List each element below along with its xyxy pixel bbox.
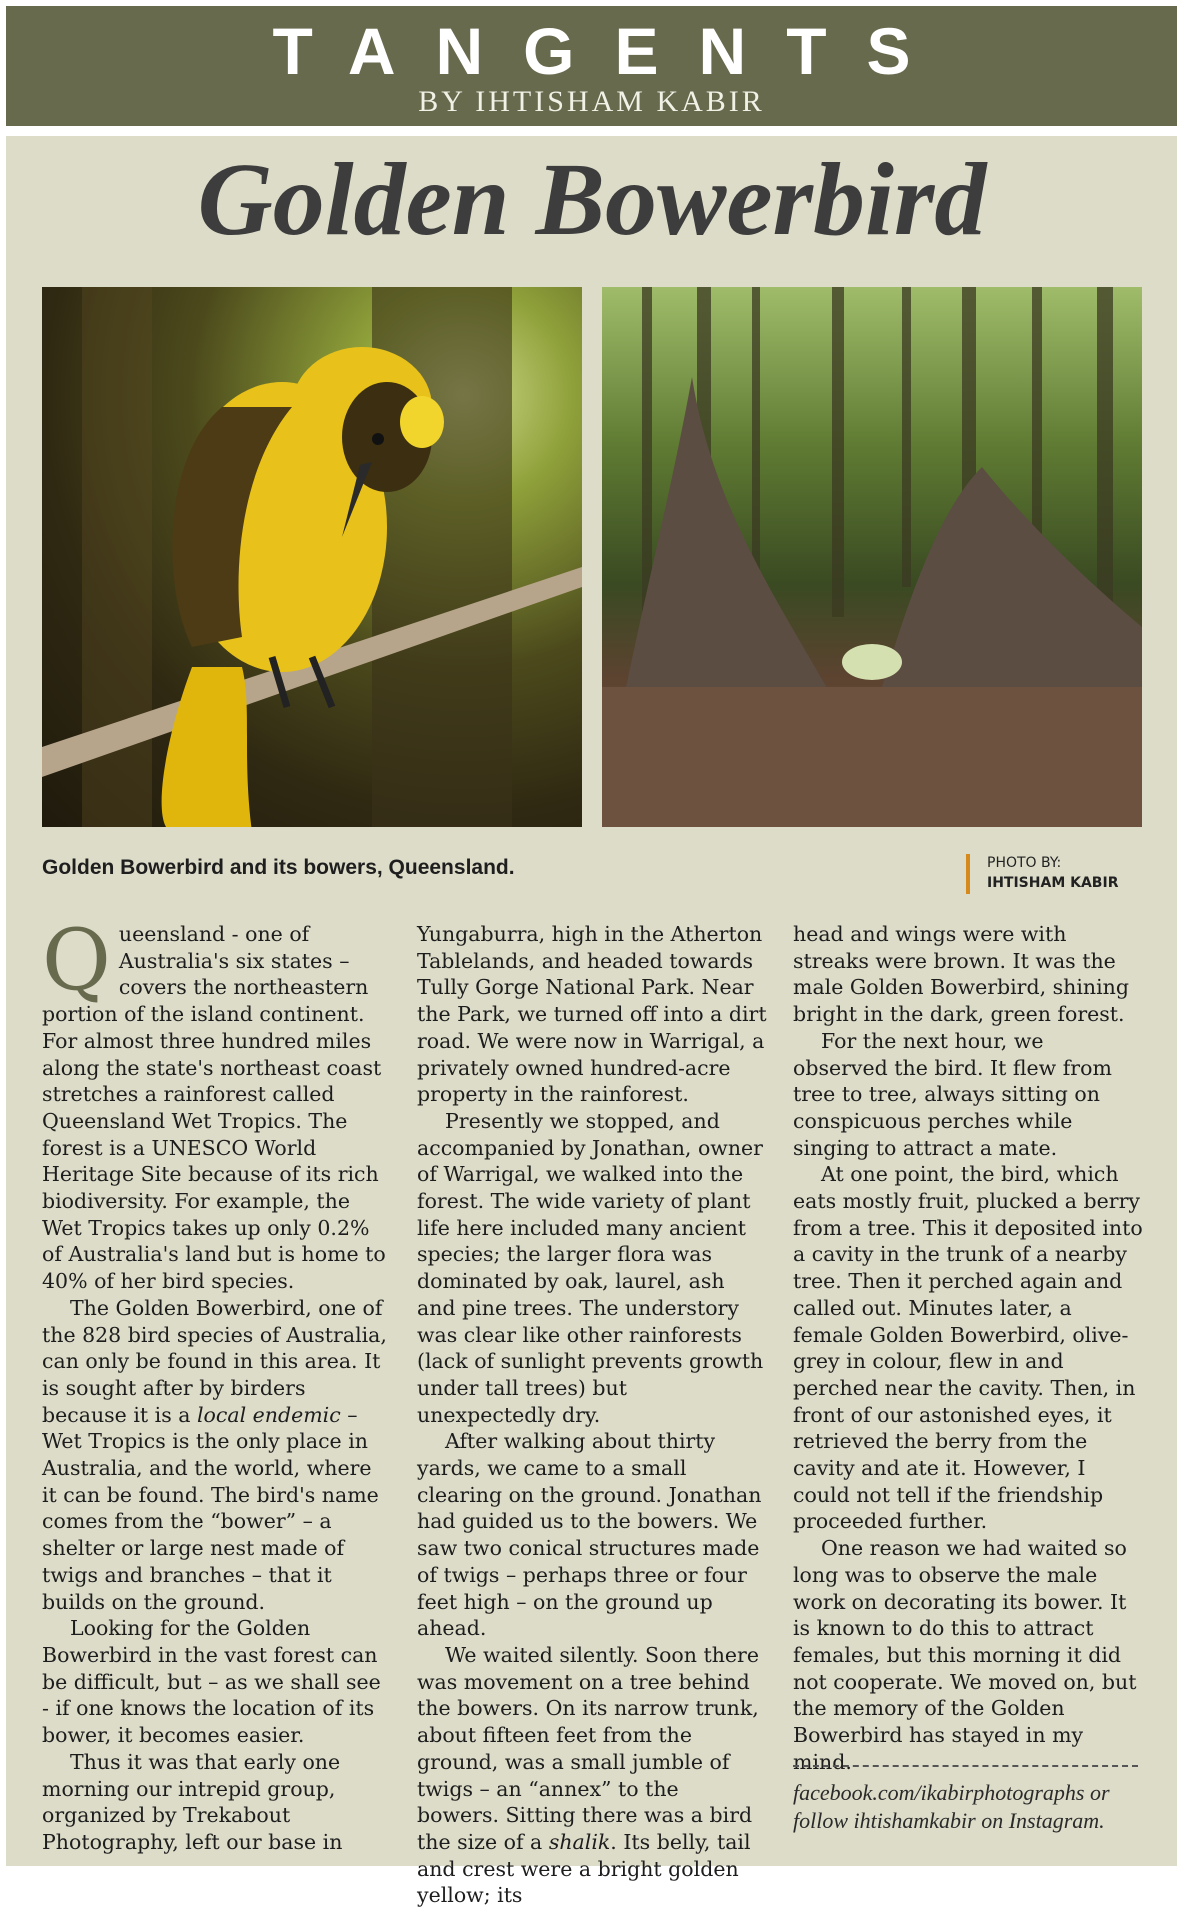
paragraph-text: . Its belly, tail and crest were a bright golden yellow; its xyxy=(417,1829,751,1908)
paragraph-text: The Golden Bowerbird, one of the 828 bird species of Australia, can only be found in this area. It is sought after by birders because it is a xyxy=(42,1295,387,1427)
emphasis-text: shalik xyxy=(548,1829,611,1854)
bowers-photo xyxy=(602,287,1142,827)
paragraph xyxy=(42,1295,392,1615)
footer-divider xyxy=(793,1765,1138,1767)
bowers-illustration xyxy=(602,287,1142,827)
emphasis-text: local endemic xyxy=(196,1402,341,1427)
paragraph: Looking for the Golden Bowerbird in the vast forest can be difficult, but – as we shall see - if one knows the location of its bower, it becomes easier. xyxy=(42,1616,381,1748)
social-footer-note xyxy=(793,1779,1153,1835)
golden-bowerbird-photo xyxy=(42,287,582,827)
paragraph: One reason we had waited so long was to observe the male work on decorating its bower. It is known to do this to attract females, but this morning it did not cooperate. We moved on, but the memory of the Golden Bowerbird has stayed in my mind. xyxy=(793,1536,1137,1774)
paragraph-text: ueensland - one of Australia's six states – covers the northeastern portion of the island continent. For almost three hundred miles along the state's northeast coast stretches a rainforest called Queensland Wet Tropics. The forest is a UNESCO World Heritage Site because of its rich biodiversity. For example, the Wet Tropics takes up only 0.2% of Australia's land but is home to 40% of her bird species. xyxy=(42,922,386,1294)
photo-caption: Golden Bowerbird and its bowers, Queensland. xyxy=(42,856,515,879)
article-column-1 xyxy=(42,911,392,1856)
article-column-3 xyxy=(793,921,1143,1776)
article-column-2 xyxy=(417,921,767,1909)
bird-illustration xyxy=(42,287,582,827)
drop-cap: Q xyxy=(42,911,111,1009)
paragraph: head and wings were with streaks were brown. It was the male Golden Bowerbird, shining bright in the dark, green forest. xyxy=(793,922,1129,1027)
paragraph: Yungaburra, high in the Atherton Tablelands, and headed towards Tully Gorge National Park. Near the Park, we turned off into a dirt road. We were now in Warrigal, a privately owned hundred-acre property in the rainforest. xyxy=(417,922,767,1107)
paragraph: After walking about thirty yards, we came to a small clearing on the ground. Jonathan had guided us to the bowers. We saw two conical structures made of twigs – perhaps three or four feet high – on the ground up ahead. xyxy=(417,1429,762,1641)
photo-credit xyxy=(987,853,1118,893)
paragraph-text: We waited silently. Soon there was movement on a tree behind the bowers. On its narrow trunk, about fifteen feet from the ground, was a small jumble of twigs – an “annex” to the bowers. Sitting there was a bird the size of a xyxy=(417,1642,759,1854)
footer-line-2: follow ihtishamkabir on Instagram. xyxy=(793,1808,1105,1833)
paragraph: At one point, the bird, which eats mostly fruit, plucked a berry from a tree. This it deposited into a cavity in the trunk of a nearby tree. Then it perched again and called out. Minutes later, a female Golden Bowerbird, olive-grey in colour, flew in and perched near the cavity. Then, in front of our astonished eyes, it retrieved the berry from the cavity and ate it. However, I could not tell if the friendship proceeded further. xyxy=(793,1162,1143,1534)
photo-credit-name: IHTISHAM KABIR xyxy=(987,875,1119,891)
paragraph: For the next hour, we observed the bird. It flew from tree to tree, always sitting on conspicuous perches while singing to attract a mate. xyxy=(793,1028,1112,1160)
paragraph xyxy=(42,911,392,1295)
photo-credit-label: PHOTO BY: xyxy=(987,855,1062,871)
paragraph: Thus it was that early one morning our intrepid group, organized by Trekabout Photography, left our base in xyxy=(42,1749,343,1854)
credit-divider xyxy=(966,854,970,894)
section-banner xyxy=(6,6,1177,126)
paragraph xyxy=(417,1642,767,1909)
article-headline: Golden Bowerbird xyxy=(197,142,987,257)
footer-line-1: facebook.com/ikabirphotographs or xyxy=(793,1780,1110,1805)
section-title: TANGENTS xyxy=(272,14,951,88)
paragraph-text: – Wet Tropics is the only place in Australia, and the world, where it can be found. The bird's name comes from the “bower” – a shelter or large nest made of twigs and branches – that it builds on the ground. xyxy=(42,1402,379,1614)
author-byline: BY IHTISHAM KABIR xyxy=(418,85,765,118)
paragraph: Presently we stopped, and accompanied by Jonathan, owner of Warrigal, we walked into the forest. The wide variety of plant life here included many ancient species; the larger flora was dominated by oak, laurel, ash and pine trees. The understory was clear like other rainforests (lack of sunlight prevents growth under tall trees) but unexpectedly dry. xyxy=(417,1108,764,1427)
